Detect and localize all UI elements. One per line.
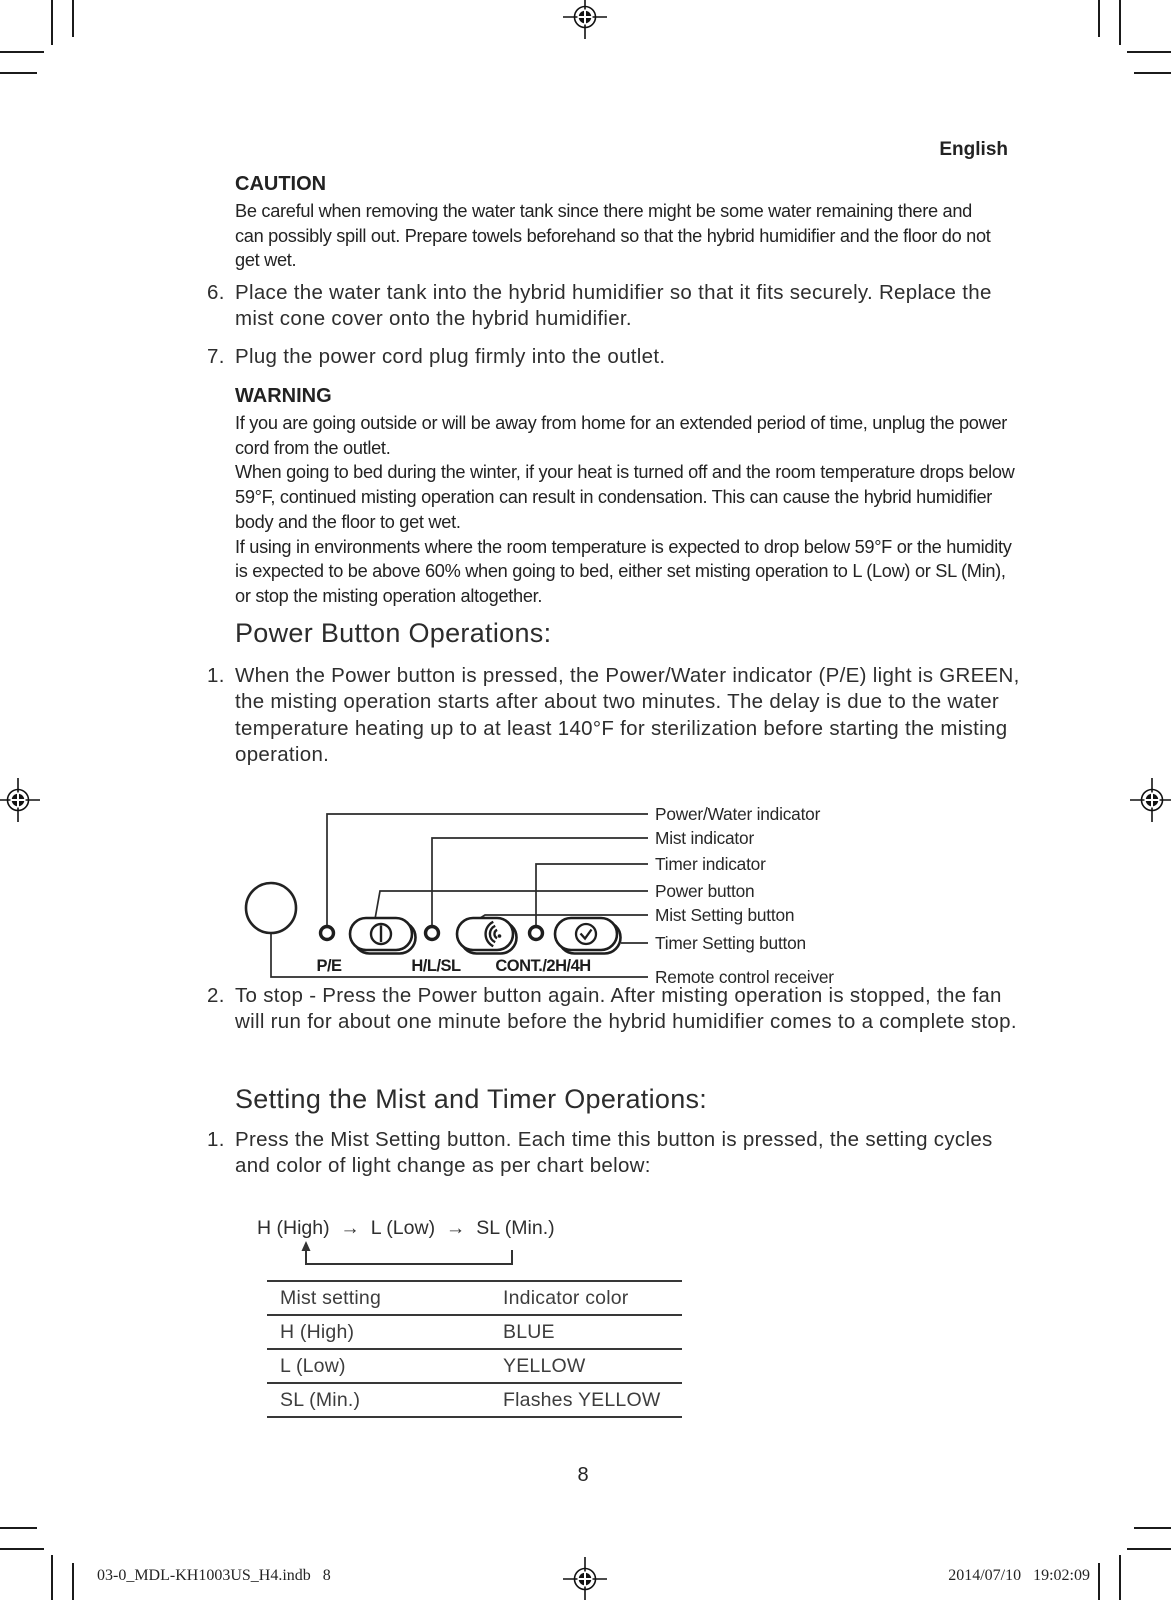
trim-mark [0, 51, 44, 53]
trim-mark [0, 72, 37, 74]
trim-mark [1119, 0, 1121, 45]
trim-mark [1127, 51, 1171, 53]
caution-body: Be careful when removing the water tank since there might be some water remaining there and can possibly spill out. Prepare towels beforehand so that the hybrid humidifier and the floor do not get wet. [235, 201, 991, 271]
footer-timestamp: 2014/07/10 19:02:09 [948, 1567, 1090, 1584]
callout-mist-setting-button: Mist Setting button [655, 905, 795, 925]
warning-title: WARNING [235, 385, 332, 407]
language-label: English [939, 139, 1008, 160]
registration-mark-icon [0, 778, 40, 822]
table-cell: H (High) [267, 1315, 503, 1349]
table-cell: SL (Min.) [267, 1383, 503, 1417]
section-heading-mist-timer: Setting the Mist and Timer Operations: [235, 1084, 708, 1114]
table-row [267, 1383, 682, 1417]
footer-filename: 03-0_MDL-KH1003US_H4.indb 8 [97, 1567, 331, 1584]
trim-mark [1134, 1527, 1171, 1529]
mist-indicator-dot [426, 927, 439, 940]
power-button-shape [350, 918, 416, 954]
registration-mark-icon [563, 0, 607, 39]
step-number: 1. [207, 664, 225, 687]
trim-mark [1098, 1563, 1100, 1600]
callout-timer-indicator: Timer indicator [655, 854, 766, 874]
warning-paragraph: If using in environments where the room temperature is expected to drop below 59°F or the humidity is expected to be above 60% when going to bed, either set misting operation to L (Low) or SL (Min), or stop the misting operation altogether. [235, 536, 1012, 606]
warning-paragraph: When going to bed during the winter, if your heat is turned off and the room temperature drops below 59°F, continued misting operation can result in condensation. This can cause the hybrid humidifier body and the floor to get wet. [235, 462, 1015, 532]
trim-mark [1098, 0, 1100, 37]
timer-setting-button-shape [555, 918, 621, 954]
step-text: Plug the power cord plug firmly into the outlet. [235, 345, 666, 368]
trim-mark [0, 1527, 37, 1529]
step-text: Press the Mist Setting button. Each time this button is pressed, the setting cycles and color of light change as per chart below: [235, 1128, 993, 1178]
timer-indicator-dot [530, 927, 543, 940]
step-text: Place the water tank into the hybrid humidifier so that it fits securely. Replace the mist cone cover onto the hybrid humidifier. [235, 281, 992, 331]
trim-mark [72, 0, 74, 37]
registration-mark-icon [563, 1557, 607, 1600]
panel-label-hlsl: H/L/SL [411, 957, 461, 975]
step-number: 7. [207, 345, 225, 368]
trim-mark [1119, 1555, 1121, 1600]
mist-setting-table [267, 1280, 682, 1418]
section-heading-power: Power Button Operations: [235, 618, 552, 648]
callout-remote-control-receiver: Remote control receiver [655, 967, 834, 987]
table-cell: BLUE [503, 1315, 682, 1349]
panel-label-pe: P/E [316, 957, 342, 975]
control-panel-diagram [230, 780, 880, 995]
power-water-indicator-dot [321, 927, 334, 940]
step-text: To stop - Press the Power button again. After misting operation is stopped, the fan will run for about one minute before the hybrid humidifier comes to a complete stop. [235, 984, 1017, 1034]
step-number: 1. [207, 1128, 225, 1151]
callout-power-water-indicator: Power/Water indicator [655, 804, 821, 824]
table-header-cell: Indicator color [503, 1281, 682, 1315]
mist-setting-button-shape [457, 918, 517, 954]
callout-power-button: Power button [655, 881, 755, 901]
page-number: 8 [577, 1464, 589, 1486]
caution-title: CAUTION [235, 173, 327, 195]
cycle-return-arrow [296, 1240, 526, 1270]
trim-mark [51, 0, 53, 45]
trim-mark [0, 1548, 44, 1550]
table-cell: L (Low) [267, 1349, 503, 1383]
table-header-row [267, 1281, 682, 1315]
table-cell: YELLOW [503, 1349, 682, 1383]
trim-mark [1134, 72, 1171, 74]
trim-mark [51, 1555, 53, 1600]
table-header-cell: Mist setting [267, 1281, 503, 1315]
callout-mist-indicator: Mist indicator [655, 828, 754, 848]
table-cell: Flashes YELLOW [503, 1383, 682, 1417]
callout-timer-setting-button: Timer Setting button [655, 933, 806, 953]
mist-cycle-text: H (High) → L (Low) → SL (Min.) [257, 1217, 555, 1239]
warning-body [235, 411, 1023, 609]
registration-mark-icon [1130, 778, 1171, 822]
step-text: When the Power button is pressed, the Power/Water indicator (P/E) light is GREEN, the misting operation starts after about two minutes. The delay is due to the water temperature heating up to at least 140°F for sterilization before starting the misting operation. [235, 664, 1020, 767]
panel-label-cont: CONT./2H/4H [495, 957, 591, 975]
remote-receiver-circle [246, 883, 296, 933]
step-number: 2. [207, 984, 225, 1007]
table-row [267, 1349, 682, 1383]
table-row [267, 1315, 682, 1349]
trim-mark [1127, 1548, 1171, 1550]
warning-paragraph: If you are going outside or will be away from home for an extended period of time, unplug the power cord from the outlet. [235, 413, 1008, 458]
step-number: 6. [207, 281, 225, 304]
trim-mark [72, 1563, 74, 1600]
